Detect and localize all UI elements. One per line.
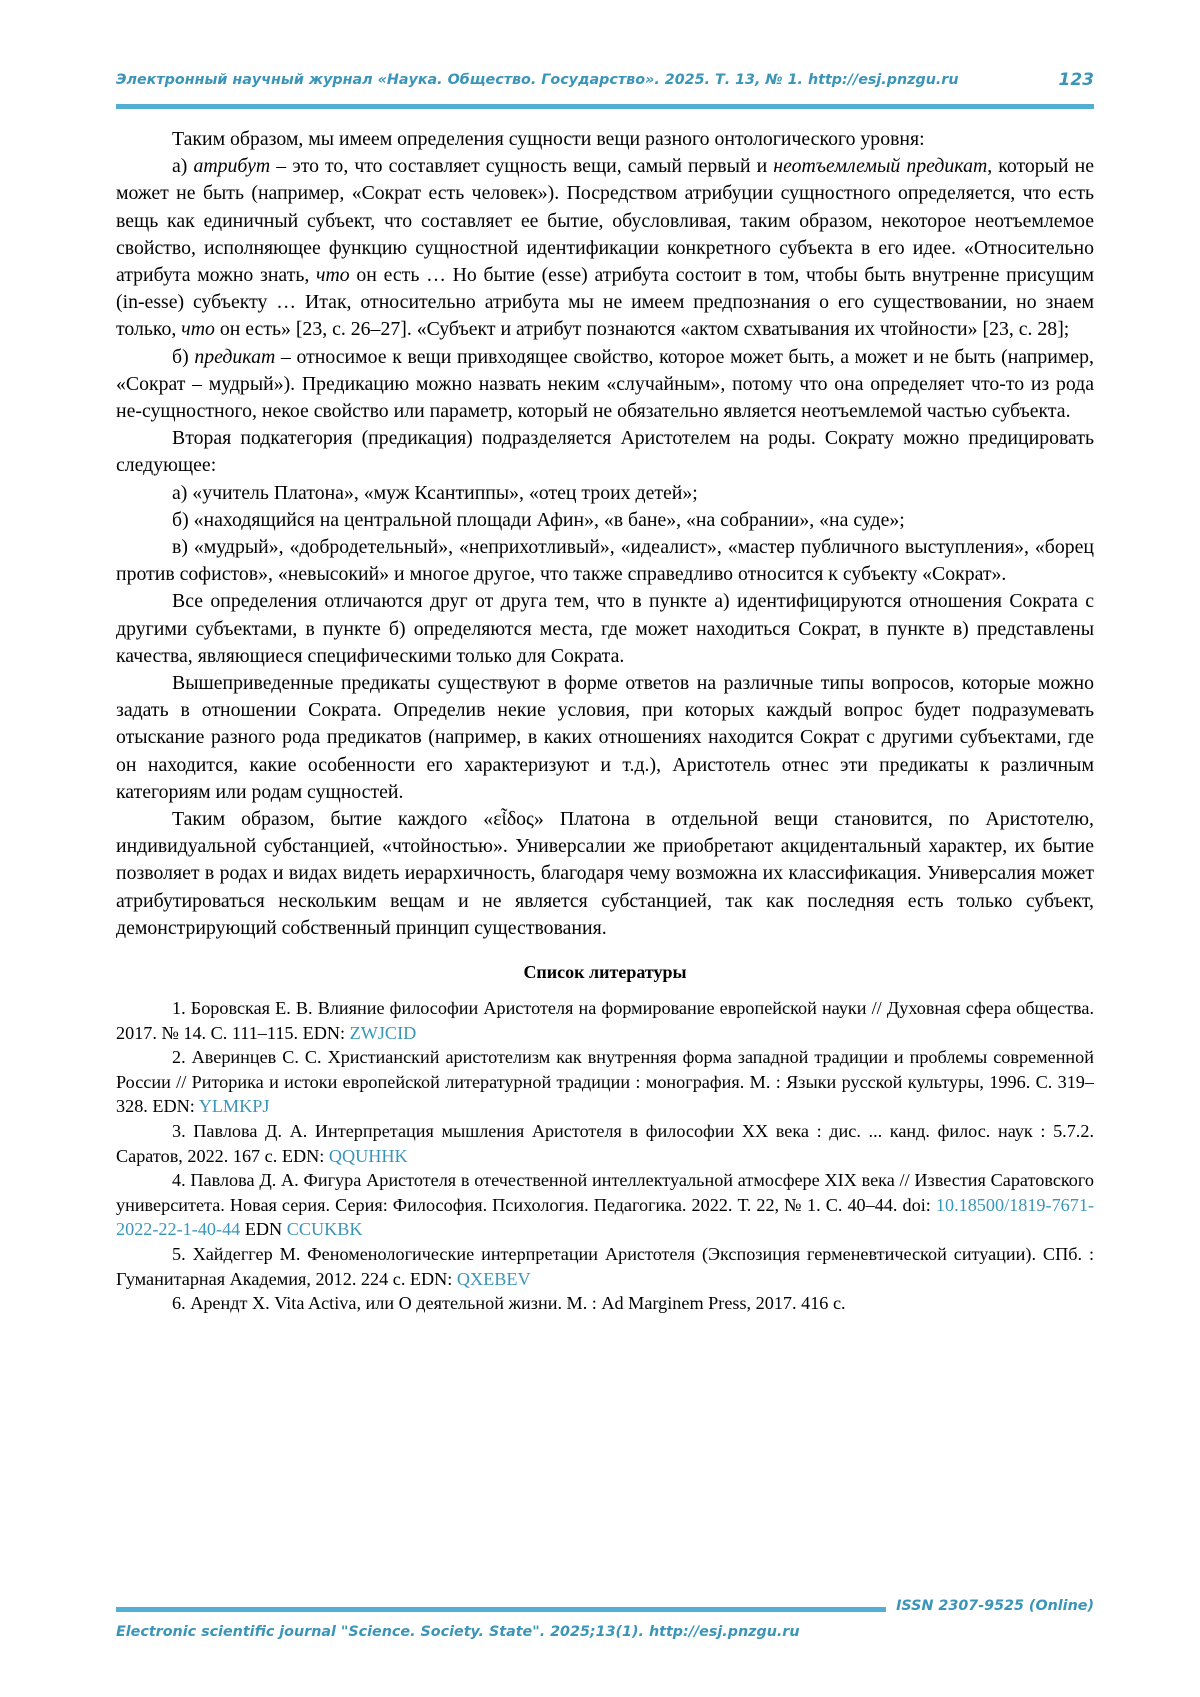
page-header bbox=[116, 70, 1094, 110]
page-number: 123 bbox=[1058, 70, 1094, 90]
edn-link[interactable]: YLMKPJ bbox=[198, 1096, 270, 1117]
footer-divider bbox=[116, 1607, 886, 1612]
edn-link[interactable]: QQUHHK bbox=[328, 1145, 408, 1166]
list-item-c: в) «мудрый», «добродетельный», «неприхотливый», «идеалист», «мастер публичного выступления», «борец против софистов», «невысокий» и многое другое, что также справедливо относится к субъекту «Сократ». bbox=[116, 536, 1094, 586]
edn-link[interactable]: CCUKBK bbox=[286, 1219, 363, 1240]
footer-issn: ISSN 2307-9525 (Online) bbox=[896, 1598, 1094, 1614]
page-footer bbox=[116, 1598, 1094, 1658]
paragraph: Вышеприведенные предикаты существуют в форме ответов на различные типы вопросов, которые можно задать в отношении Сократа. Определив некие условия, при которых каждый вопрос будет подразумевать отыскание разного рода предикатов (например, в каких отношениях находится Сократ с другими субъектами, где он находится, какие особенности его характеризуют и т.д.), Аристотель отнес эти предикаты к различным категориям или родам сущностей. bbox=[116, 672, 1094, 803]
bibliography-title: Список литературы bbox=[523, 962, 687, 983]
header-journal-title: Электронный научный журнал «Наука. Общество. Государство». 2025. Т. 13, № 1. http://esj.pnzgu.ru bbox=[116, 72, 959, 88]
paragraph: Все определения отличаются друг от друга тем, что в пункте а) идентифицируются отношения Сократа с другими субъектами, в пункте б) определяются места, где может находиться Сократ, в пункте в) представлены качества, являющиеся специфическими только для Сократа. bbox=[116, 590, 1094, 667]
reference-list bbox=[116, 996, 1094, 1316]
paragraph: Вторая подкатегория (предикация) подразделяется Аристотелем на роды. Сократу можно предицировать следующее: bbox=[116, 427, 1094, 477]
reference-item: 4. Павлова Д. А. Фигура Аристотеля в отечественной интеллектуальной атмосфере XIX века // Известия Саратовского университета. Новая серия. Серия: Философия. Психология. Педагогика. 2022. Т. 22, № 1. С. 40–44. doi: 10.18500/1819-7671-2022-22-1-40-44 EDN CCUKBK bbox=[116, 1170, 1094, 1240]
reference-item: 6. Арендт Х. Vita Activa, или О деятельной жизни. М. : Ad Marginem Press, 2017. 416 с. bbox=[172, 1293, 846, 1314]
header-divider bbox=[116, 104, 1094, 109]
footer-journal-citation: Electronic scientific journal "Science. Society. State". 2025;13(1). http://esj.pnzgu.ru bbox=[116, 1624, 800, 1640]
reference-item: 1. Боровская Е. В. Влияние философии Аристотеля на формирование европейской науки // Духовная сфера общества. 2017. № 14. С. 111–115. EDN: ZWJCID bbox=[116, 998, 1094, 1043]
article-body bbox=[116, 126, 1094, 1316]
paragraph-predicate: б) предикат – относимое к вещи привходящее свойство, которое может быть, а может и не быть (например, «Сократ – мудрый»). Предикацию можно назвать неким «случайным», потому что она определяет что-то из рода не-сущностного, некое свойство или параметр, который не обязательно является неотъемлемой частью субъекта. bbox=[116, 345, 1094, 423]
paragraph: Таким образом, мы имеем определения сущности вещи разного онтологического уровня: bbox=[172, 128, 925, 150]
paragraph-attribute: а) атрибут – это то, что составляет сущность вещи, самый первый и неотъемлемый предикат, который не может не быть (например, «Сократ есть человек»). Посредством атрибуции сущностного определяется, что есть вещь как единичный субъект, что составляет ее бытие, обусловливая, таким образом, некоторое неотъемлемое свойство, исполняющее функцию сущностной идентификации конкретного субъекта в его идее. «Относительно атрибута можно знать, что он есть … Но бытие (esse) атрибута состоит в том, чтобы быть внутренне присущим (in-esse) субъекту … Итак, относительно атрибута мы не имеем предпознания о его существовании, но знаем только, что он есть» [23, с. 26–27]. «Субъект и атрибут познаются «актом схватывания их чтойности» [23, с. 28]; bbox=[116, 155, 1094, 341]
edn-link[interactable]: ZWJCID bbox=[349, 1022, 417, 1043]
paragraph: Таким образом, бытие каждого «εἶδος» Платона в отдельной вещи становится, по Аристотелю, индивидуальной субстанцией, «чтойностью». Универсалии же приобретают акцидентальный характер, их бытие позволяет в родах и видах видеть иерархичность, благодаря чему возможна их классификация. Универсалия может атрибутироваться нескольким вещам и не является субстанцией, так как последняя есть только субъект, демонстрирующий собственный принцип существования. bbox=[116, 808, 1094, 939]
reference-item: 2. Аверинцев С. С. Христианский аристотелизм как внутренняя форма западной традиции и проблемы современной России // Риторика и истоки европейской литературной традиции : монография. М. : Языки русской культуры, 1996. С. 319–328. EDN: YLMKPJ bbox=[116, 1047, 1094, 1117]
edn-link[interactable]: QXEBEV bbox=[456, 1268, 531, 1289]
list-item-a: а) «учитель Платона», «муж Ксантиппы», «отец троих детей»; bbox=[172, 481, 698, 504]
reference-item: 5. Хайдеггер М. Феноменологические интерпретации Аристотеля (Экспозиция герменевтической ситуации). СПб. : Гуманитарная Академия, 2012. 224 с. EDN: QXEBEV bbox=[116, 1244, 1094, 1289]
list-item-b: б) «находящийся на центральной площади Афин», «в бане», «на собрании», «на суде»; bbox=[172, 508, 905, 531]
doi-link[interactable]: 10.18500/1819-7671-2022-22-1-40-44 bbox=[116, 1194, 1094, 1240]
reference-item: 3. Павлова Д. А. Интерпретация мышления Аристотеля в философии XX века : дис. ... канд. филос. наук : 5.7.2. Саратов, 2022. 167 с. EDN: QQUHHK bbox=[116, 1121, 1094, 1166]
